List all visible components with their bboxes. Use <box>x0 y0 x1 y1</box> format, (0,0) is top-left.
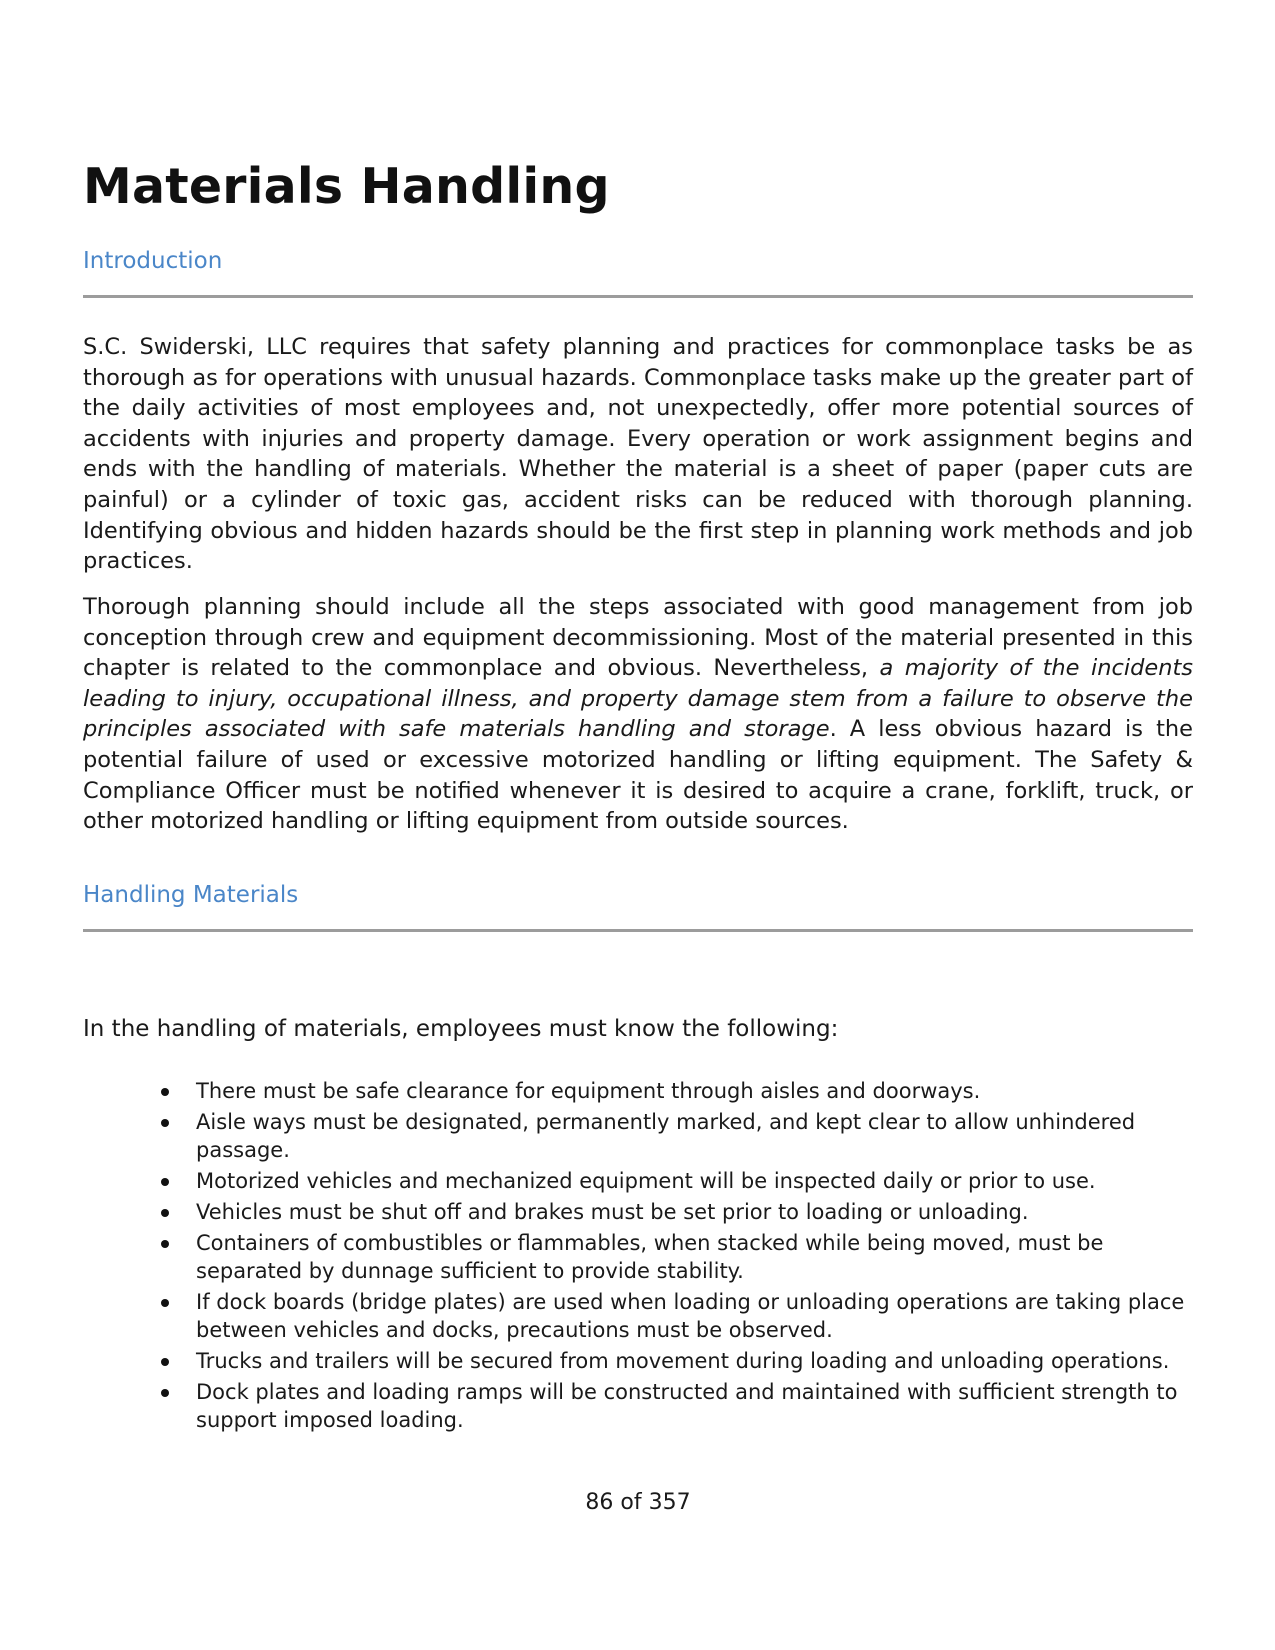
section-heading-introduction: Introduction <box>83 248 223 274</box>
list-item-text: Vehicles must be shut off and brakes must be set prior to loading or unloading. <box>196 1200 1029 1224</box>
bullet-icon <box>161 1299 169 1307</box>
list-item-text: Trucks and trailers will be secured from movement during loading and unloading operations. <box>196 1349 1170 1373</box>
list-item-text: Dock plates and loading ramps will be constructed and maintained with sufficient strength to support imposed loading. <box>196 1380 1178 1432</box>
section-heading-handling-materials: Handling Materials <box>83 882 299 908</box>
intro-paragraph-2-text: Thorough planning should include all the steps associated with good management from job conception through crew and equipment decommissioning. Most of the material presented in this chapter is related to the commonplace and obvious. Nevertheless, <box>83 594 1193 682</box>
list-item <box>83 1167 1193 1195</box>
bullet-icon <box>161 1358 169 1366</box>
document-page <box>83 0 1193 1650</box>
page-title: Materials Handling <box>83 158 610 215</box>
handling-requirements-list <box>83 1077 1193 1437</box>
list-item <box>83 1347 1193 1375</box>
list-item <box>83 1378 1193 1434</box>
list-item-text: There must be safe clearance for equipment through aisles and doorways. <box>196 1079 981 1103</box>
list-item-text: Containers of combustibles or flammables, when stacked while being moved, must be separated by dunnage sufficient to provide stability. <box>196 1231 1104 1283</box>
list-item <box>83 1229 1193 1285</box>
intro-paragraph-2-text-end: . A less obvious hazard is the potential failure of used or excessive motorized handling or lifting equipment. The Safety & Compliance Officer must be notified whenever it is desired to acquire a crane, forklift, truck, or other motorized handling or lifting equipment from outside sources. <box>83 716 1193 835</box>
bullet-icon <box>161 1209 169 1217</box>
section-divider <box>83 929 1193 932</box>
bullet-icon <box>161 1389 169 1397</box>
bullet-icon <box>161 1119 169 1127</box>
list-item <box>83 1288 1193 1344</box>
bullet-icon <box>161 1178 169 1186</box>
intro-paragraph-2-emphasis: a majority of the incidents leading to injury, occupational illness, and property damage stem from a failure to observe the principles associated with safe materials handling and storage <box>83 655 1194 743</box>
section-divider <box>83 295 1193 298</box>
intro-paragraph-1: S.C. Swiderski, LLC requires that safety planning and practices for commonplace tasks be as thorough as for operations with unusual hazards. Commonplace tasks make up the greater part of the daily activities of most employees and, not unexpectedly, offer more potential sources of accidents with injuries and property damage. Every operation or work assignment begins and ends with the handling of materials. Whether the material is a sheet of paper (paper cuts are painful) or a cylinder of toxic gas, accident risks can be reduced with thorough planning. Identifying obvious and hidden hazards should be the first step in planning work methods and job practices. <box>83 334 1193 575</box>
page-number: 86 of 357 <box>585 1490 691 1515</box>
list-item <box>83 1077 1193 1105</box>
list-item <box>83 1108 1193 1164</box>
bullet-icon <box>161 1088 169 1096</box>
list-item-text: If dock boards (bridge plates) are used when loading or unloading operations are taking place between vehicles and docks, precautions must be observed. <box>196 1290 1185 1342</box>
list-item-text: Aisle ways must be designated, permanently marked, and kept clear to allow unhindered passage. <box>196 1110 1136 1162</box>
handling-lead-text: In the handling of materials, employees must know the following: <box>83 1016 839 1042</box>
list-item <box>83 1198 1193 1226</box>
bullet-icon <box>161 1240 169 1248</box>
list-item-text: Motorized vehicles and mechanized equipment will be inspected daily or prior to use. <box>196 1169 1096 1193</box>
intro-paragraph-2 <box>83 592 1193 837</box>
